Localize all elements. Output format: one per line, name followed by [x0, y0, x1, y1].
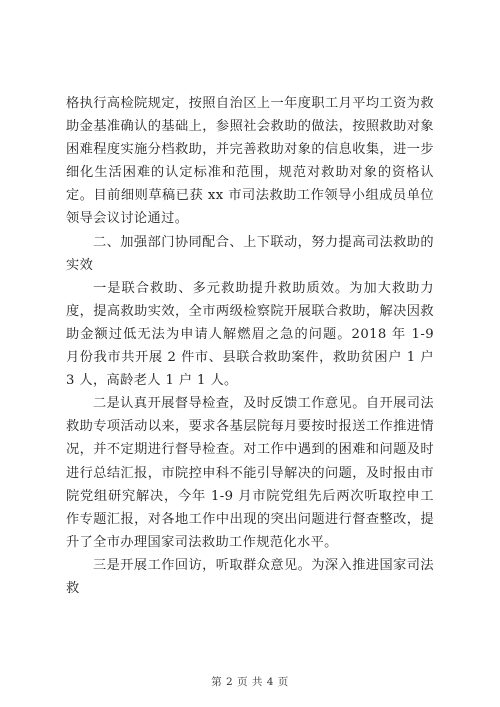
paragraph-joint-assistance: 一是联合救助、多元救助提升救助质效。为加大救助力度，提高救助实效，全市两级检察院开展联合救助，解决因救助金额过低无法为申请人解燃眉之急的问题。2018 年 1-9 月份我市共开展 2 件市、县联合救助案件，救助贫困户 1 户 3 人，高龄老人 1 户 1 人。	[66, 280, 434, 389]
document-body	[66, 92, 434, 600]
section-heading: 二、加强部门协同配合、上下联动，努力提高司法救助的实效	[66, 234, 434, 273]
paragraph-follow-up-visits: 三是开展工作回访，听取群众意见。为深入推进国家司法救	[66, 557, 434, 596]
page-footer: 第 2 页 共 4 页	[211, 676, 289, 688]
paragraph-continuation: 格执行高检院规定，按照自治区上一年度职工月平均工资为救助金基准确认的基础上，参照社会救助的做法，按照救助对象困难程度实施分档救助，并完善救助对象的信息收集，进一步细化生活困难的认定标准和范围，规范对救助对象的资格认定。目前细则草稿已获 xx 市司法救助工作领导小组成员单位领导会议讨论通过。	[66, 96, 434, 227]
paragraph-supervision: 二是认真开展督导检查，及时反馈工作意见。自开展司法救助专项活动以来，要求各基层院每月要按时报送工作推进情况，并不定期进行督导检查。对工作中遇到的困难和问题及时进行总结汇报，市院控申科不能引导解决的问题，及时报由市院党组研究解决，今年 1-9 月市院党组先后两次听取控申工作专题汇报，对各地工作中出现的突出问题进行督查整改，提升了全市办理国家司法救助工作规范化水平。	[66, 396, 434, 550]
